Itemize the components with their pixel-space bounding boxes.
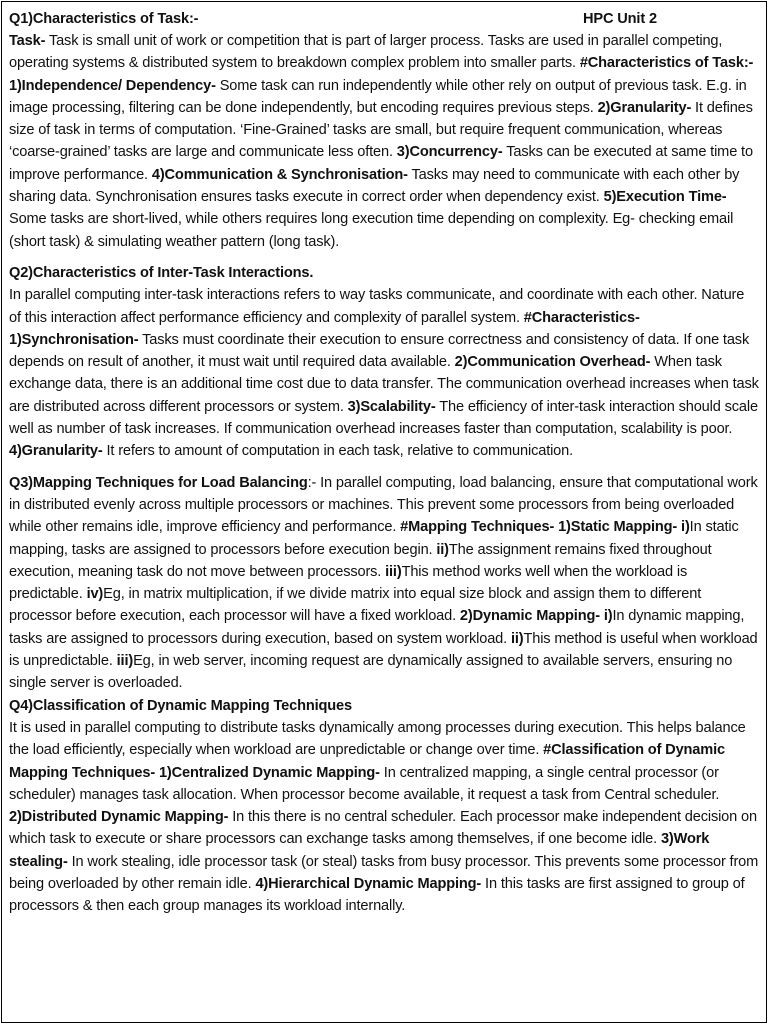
page-header bbox=[9, 8, 759, 30]
notes-page bbox=[1, 1, 767, 1023]
q1-title: Q1)Characteristics of Task:- bbox=[9, 11, 199, 27]
hierarchical-label: 4)Hierarchical Dynamic Mapping- bbox=[255, 875, 482, 892]
centralized-text: In centralized mapping, a single central processor (or scheduler) manages task allocation. When processor become available, it request a task from Central scheduler. bbox=[9, 764, 720, 803]
concurrency-label: 3)Concurrency- bbox=[396, 144, 503, 161]
dynamic-mapping-label: 2)Dynamic Mapping- i) bbox=[459, 608, 613, 625]
dynamic-point-3: Eg, in web server, incoming request are dynamically assigned to available servers, ensuring no single server is overloaded. bbox=[9, 653, 733, 692]
independence-text: Some task can run independently while other rely on output of previous task. E.g. in image processing, filtering can be done independently, but encoding requires previous steps. bbox=[9, 77, 747, 116]
q4-title bbox=[9, 695, 759, 717]
static-point-2: The assignment remains fixed throughout execution, meaning task do not move between processors. bbox=[9, 541, 712, 580]
q4-title-text: Q4)Classification of Dynamic Mapping Techniques bbox=[9, 697, 352, 714]
static-ii-label: ii) bbox=[436, 541, 449, 558]
communication-label: 4)Communication & Synchronisation- bbox=[151, 166, 408, 183]
granularity-label: 2)Granularity- bbox=[597, 99, 692, 116]
q3-body bbox=[9, 472, 759, 695]
q1-body bbox=[9, 30, 759, 253]
distributed-text: In this there is no central scheduler. Each processor make independent decision on which task to execute or share processors can exchange tasks among themselves, if one become idle. bbox=[9, 809, 757, 848]
work-stealing-label: 3)Work stealing- bbox=[9, 831, 710, 870]
static-iv-label: iv) bbox=[86, 586, 104, 603]
synchronisation-text: Tasks must coordinate their execution to ensure correctness and consistency of data. If one task depends on result of another, it must wait until required data available. bbox=[9, 331, 750, 371]
q2-granularity-text: It refers to amount of computation in each task, relative to communication. bbox=[102, 443, 574, 460]
communication-text: Tasks may need to communicate with each other by sharing data. Synchronisation ensures tasks execute in correct order when dependency exist. bbox=[9, 166, 740, 206]
dynamic-ii-label: ii) bbox=[510, 630, 524, 647]
scalability-label: 3)Scalability- bbox=[347, 398, 436, 415]
q4-intro: It is used in parallel computing to distribute tasks dynamically among processes during execution. This helps balance the load efficiently, especially when workload are unpredictable or change over time. bbox=[9, 719, 746, 759]
unit-label: HPC Unit 2 bbox=[583, 11, 657, 27]
q1-characteristics-label: #Characteristics of Task:- 1)Independence/ Dependency- bbox=[9, 55, 754, 94]
static-point-4: Eg, in matrix multiplication, if we divide matrix into equal size block and assign them to different processor before execution, each processor will have a fixed workload. bbox=[9, 586, 702, 625]
q3-title: Q3)Mapping Techniques for Load Balancing bbox=[9, 474, 308, 491]
work-stealing-text: In work stealing, idle processor task (or steal) tasks from busy processor. This prevents some processor from being overloaded by other remain idle. bbox=[9, 853, 759, 892]
q2-intro: In parallel computing inter-task interactions refers to way tasks communicate, and coordinate with each other. Nature of this interaction affect performance efficiency and complexity of parallel system. bbox=[9, 287, 745, 326]
mapping-techniques-label: #Mapping Techniques- 1)Static Mapping- i) bbox=[400, 519, 690, 536]
granularity-text: It defines size of task in terms of computation. ‘Fine-Grained’ tasks are small, but require frequent communication, whereas ‘coarse-grained’ tasks are large and communicate less often. bbox=[9, 99, 753, 161]
classification-label: #Classification of Dynamic Mapping Techniques- 1)Centralized Dynamic Mapping- bbox=[9, 742, 725, 781]
overhead-label: 2)Communication Overhead- bbox=[454, 354, 651, 371]
distributed-label: 2)Distributed Dynamic Mapping- bbox=[9, 809, 229, 826]
static-iii-label: iii) bbox=[385, 563, 402, 580]
execution-time-text: Some tasks are short-lived, while others requires long execution time depending on complexity. Eg- checking email (short task) & simulating weather pattern (long task). bbox=[9, 211, 734, 250]
task-label: Task- bbox=[9, 33, 46, 49]
hierarchical-text: In this tasks are first assigned to group of processors & then each group manages its workload internally. bbox=[9, 875, 745, 915]
concurrency-text: Tasks can be executed at same time to improve performance. bbox=[9, 144, 753, 183]
q2-body bbox=[9, 284, 759, 462]
q4-body bbox=[9, 717, 759, 918]
scalability-text: The efficiency of inter-task interaction should scale well as number of task increases. If communication overhead increases faster than computation, scalability is poor. bbox=[9, 398, 758, 438]
static-point-1: In static mapping, tasks are assigned to processors before execution begin. bbox=[9, 519, 739, 558]
task-definition: Task is small unit of work or competition that is part of larger process. Tasks are used in parallel competing, operating systems & distributed system to breakdown complex problem into smaller parts. bbox=[9, 33, 723, 72]
q2-title bbox=[9, 262, 759, 284]
q2-granularity-label: 4)Granularity- bbox=[9, 443, 103, 460]
q2-characteristics-label: #Characteristics- 1)Synchronisation- bbox=[9, 309, 640, 348]
q2-title-text: Q2)Characteristics of Inter-Task Interactions. bbox=[9, 264, 314, 281]
dynamic-point-1: In dynamic mapping, tasks are assigned to processors during execution, based on system workload. bbox=[9, 608, 745, 647]
dynamic-point-2: This method is useful when workload is unpredictable. bbox=[9, 630, 758, 670]
dynamic-iii-label: iii) bbox=[116, 653, 134, 670]
overhead-text: When task exchange data, there is an additional time cost due to data transfer. The communication overhead increases when task are distributed across different processors or system. bbox=[9, 354, 759, 415]
static-point-3: This method works well when the workload is predictable. bbox=[9, 563, 688, 603]
q3-intro: :- In parallel computing, load balancing, ensure that computational work in distributed evenly across multiple processors or machines. This prevent some processors from being overloaded while other remains idle, improve efficiency and performance. bbox=[9, 474, 758, 536]
execution-time-label: 5)Execution Time- bbox=[603, 189, 727, 206]
